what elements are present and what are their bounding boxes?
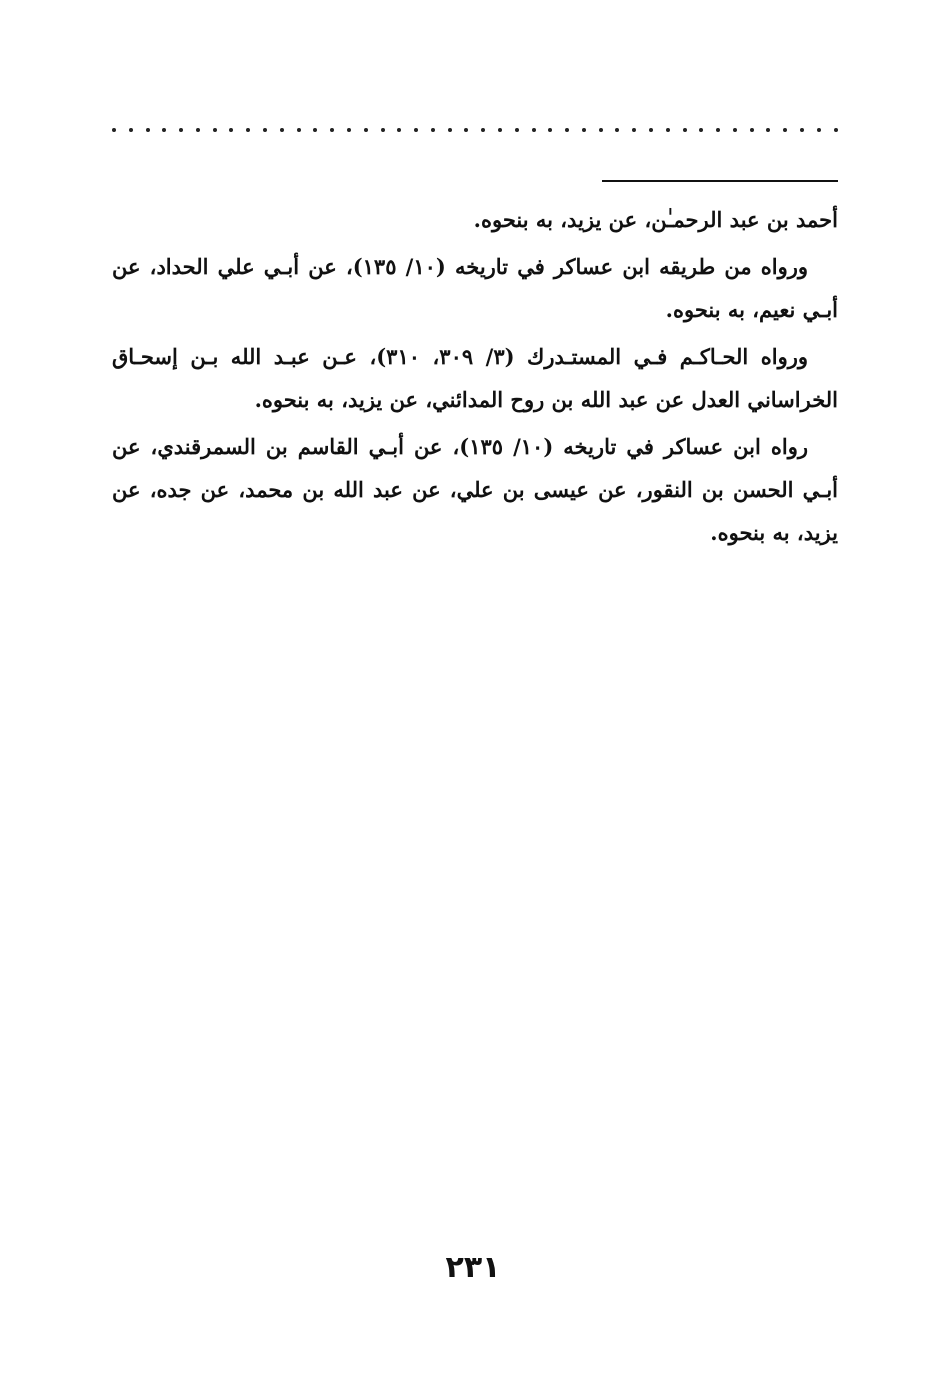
separator-dot bbox=[532, 128, 536, 132]
footnote-rule bbox=[602, 180, 838, 182]
separator-dot bbox=[179, 128, 183, 132]
separator-dot bbox=[783, 128, 787, 132]
separator-dot bbox=[481, 128, 485, 132]
separator-dot bbox=[263, 128, 267, 132]
separator-dot bbox=[699, 128, 703, 132]
separator-dot bbox=[196, 128, 200, 132]
separator-dot bbox=[515, 128, 519, 132]
separator-dot bbox=[716, 128, 720, 132]
separator-dot bbox=[733, 128, 737, 132]
separator-dot bbox=[381, 128, 385, 132]
separator-dot bbox=[112, 128, 116, 132]
footnote-paragraph: رواه ابن عساكر في تاريخه (١٠/ ١٣٥)، عن أبـي القاسم بن السمرقندي، عن أبـي الحسن بن النقور، عن عيسى بن علي، عن عبد الله بن محمد، عن جده، عن يزيد، به بنحوه. bbox=[112, 434, 838, 545]
separator-dot bbox=[397, 128, 401, 132]
separator-dot bbox=[347, 128, 351, 132]
separator-dot bbox=[666, 128, 670, 132]
separator-dot bbox=[548, 128, 552, 132]
separator-dot bbox=[246, 128, 250, 132]
footnote-continuation: أحمد بن عبد الرحمـٰن، عن يزيد، به بنحوه. bbox=[473, 207, 838, 232]
separator-dot bbox=[649, 128, 653, 132]
separator-dot bbox=[766, 128, 770, 132]
separator-dot bbox=[582, 128, 586, 132]
separator-dot bbox=[330, 128, 334, 132]
separator-dot bbox=[313, 128, 317, 132]
separator-dot bbox=[213, 128, 217, 132]
separator-dot bbox=[448, 128, 452, 132]
separator-dot bbox=[364, 128, 368, 132]
footnote-paragraph: ورواه الحـاكـم فـي المستـدرك (٣/ ٣٠٩، ٣١٠)، عـن عبـد الله بـن إسحـاق الخراساني العدل عن عبد الله بن روح المدائني، عن يزيد، به بنحوه. bbox=[112, 344, 838, 412]
separator-dot bbox=[565, 128, 569, 132]
separator-dot bbox=[632, 128, 636, 132]
dotted-separator bbox=[112, 120, 838, 140]
separator-dot bbox=[162, 128, 166, 132]
separator-dot bbox=[615, 128, 619, 132]
separator-dot bbox=[146, 128, 150, 132]
page-number: ٢٣١ bbox=[445, 1250, 501, 1285]
separator-dot bbox=[498, 128, 502, 132]
separator-dot bbox=[817, 128, 821, 132]
separator-dot bbox=[800, 128, 804, 132]
separator-dot bbox=[297, 128, 301, 132]
separator-dot bbox=[431, 128, 435, 132]
separator-dot bbox=[683, 128, 687, 132]
separator-dot bbox=[229, 128, 233, 132]
separator-dot bbox=[750, 128, 754, 132]
separator-dot bbox=[464, 128, 468, 132]
footnote-paragraph: ورواه من طريقه ابن عساكر في تاريخه (١٠/ ١٣٥)، عن أبـي علي الحداد، عن أبـي نعيم، به بنحوه. bbox=[112, 254, 838, 322]
separator-dot bbox=[834, 128, 838, 132]
separator-dot bbox=[129, 128, 133, 132]
separator-dot bbox=[599, 128, 603, 132]
separator-dot bbox=[414, 128, 418, 132]
separator-dot bbox=[280, 128, 284, 132]
footnotes-section bbox=[112, 198, 838, 558]
